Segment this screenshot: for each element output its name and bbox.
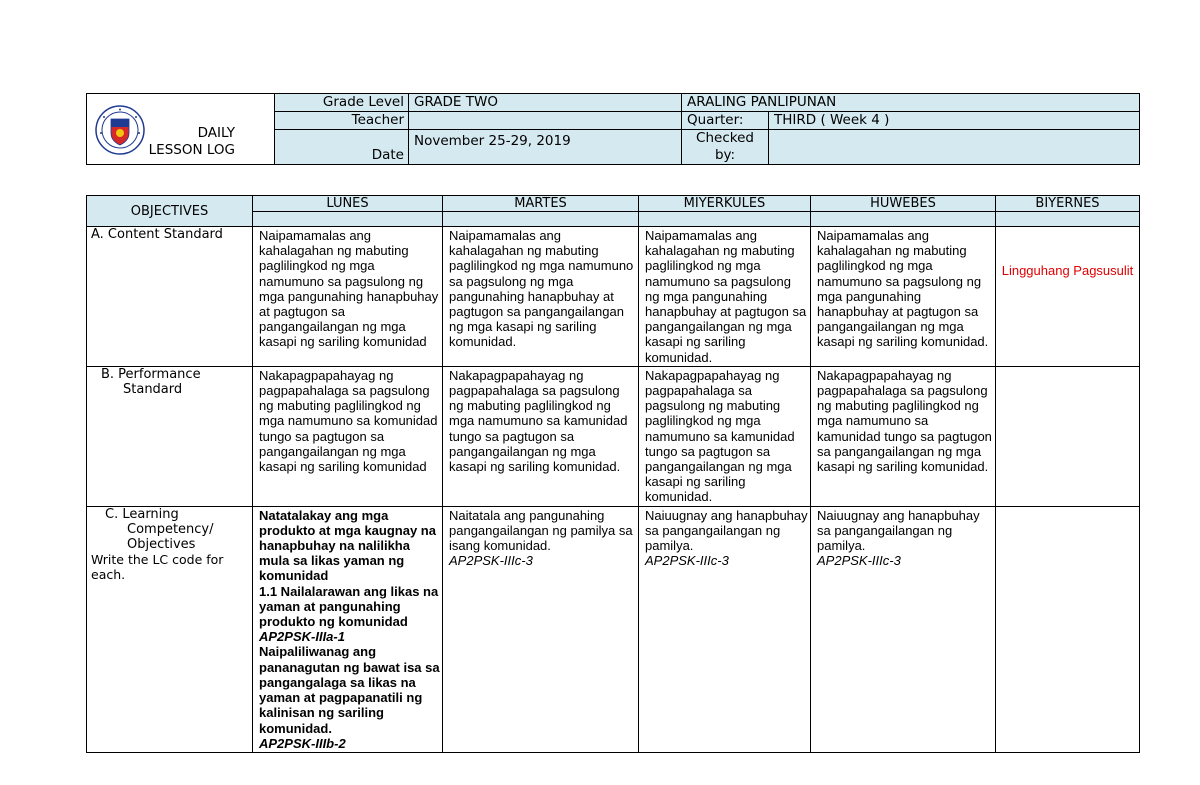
subject-value[interactable]: ARALING PANLIPUNAN	[682, 94, 1140, 112]
lc-martes-code: AP2PSK-IIIc-3	[449, 553, 533, 569]
checked-by-value[interactable]	[769, 130, 1140, 165]
row-label-content-standard: A. Content Standard	[87, 227, 253, 367]
performance-standard-biyernes[interactable]	[996, 366, 1140, 506]
performance-standard-huwebes[interactable]: Nakapagpapahayag ng pagpapahalaga sa pagsulong ng mabuting paglilingkod ng mga namumuno sa kamunidad tungo sa pagtugon sa pangangailangan ng mga kasapi ng sariling komunidad.	[811, 366, 996, 506]
lc-huwebes-text: Naiuugnay ang hanapbuhay sa pangangailangan ng pamilya.	[817, 507, 980, 554]
subheader-biyernes	[996, 212, 1140, 227]
objectives-header: OBJECTIVES	[87, 196, 253, 227]
title-daily: DAILY	[197, 125, 235, 141]
performance-standard-lunes[interactable]: Nakapagpapahayag ng pagpapahalaga sa pagsulong ng mabuting paglilingkod ng mga namumuno sa komunidad tungo sa pagtugon sa pangangailangan ng mga kasapi ng sariling komunidad	[253, 366, 443, 506]
logo-cell	[87, 94, 275, 165]
checked-label-line1: Checked	[696, 130, 754, 146]
lc-martes-text: Naitatala ang pangunahing pangangailangan ng pamilya sa isang komunidad.	[449, 507, 633, 554]
quarter-label: Quarter:	[682, 112, 769, 130]
subheader-martes	[443, 212, 639, 227]
date-label: Date	[275, 130, 409, 165]
performance-standard-martes[interactable]: Nakapagpapahayag ng pagpapahalaga sa pagsulong ng mabuting paglilingkod ng mga namumuno sa kamunidad tungo sa pagtugon sa pangangailangan ng mga kasapi ng sariling komunidad.	[443, 366, 639, 506]
lc-miyerkules-text: Naiuugnay ang hanapbuhay sa pangangailangan ng pamilya.	[645, 507, 808, 554]
checked-label-line2: by:	[714, 147, 736, 163]
date-value[interactable]: November 25-29, 2019	[409, 130, 682, 165]
lc-lunes-text-2: 1.1 Nailalarawan ang likas na yaman at pangunahing produkto ng komunidad	[259, 583, 439, 630]
title-lesson-log: LESSON LOG	[148, 142, 235, 158]
content-standard-miyerkules[interactable]: Naipamamalas ang kahalagahan ng mabuting paglilingkod ng mga namumuno sa pagsulong ng mga pangunahing hanapbuhay at pagtugon sa pangangailangan ng mga kasapi ng sariling komunidad.	[639, 227, 811, 367]
row-label-performance-standard	[87, 366, 253, 506]
day-header-huwebes: HUWEBES	[811, 196, 996, 212]
subheader-miyerkules	[639, 212, 811, 227]
lc-label-line3: Objectives	[127, 536, 196, 552]
lc-label-line2: Competency/	[127, 521, 214, 537]
performance-label-line1: B. Performance	[101, 366, 201, 382]
checked-by-label	[682, 130, 769, 165]
teacher-value[interactable]	[409, 112, 682, 130]
lc-huwebes-code: AP2PSK-IIIc-3	[817, 553, 901, 569]
lc-lunes-text-3: Naipaliliwanag ang pananagutan ng bawat isa sa pangangalaga sa likas na yaman at pagpapanatili ng kalinisan ng sariling komunidad.	[259, 644, 440, 736]
lc-note: Write the LC code for each.	[91, 551, 224, 582]
day-header-miyerkules: MIYERKULES	[639, 196, 811, 212]
learning-competency-lunes[interactable]	[253, 506, 443, 752]
learning-competency-miyerkules[interactable]	[639, 506, 811, 752]
content-standard-martes[interactable]: Naipamamalas ang kahalagahan ng mabuting paglilingkod ng mga namumuno sa pagsulong ng mga pangunahing hanapbuhay at pagtugon sa pangangailangan ng mga kasapi ng sariling komunidad.	[443, 227, 639, 367]
content-standard-biyernes[interactable]: Lingguhang Pagsusulit	[996, 227, 1140, 367]
performance-standard-miyerkules[interactable]: Nakapagpapahayag ng pagpapahalaga sa pagsulong ng mabuting paglilingkod ng mga namumuno sa kamunidad tungo sa pagtugon sa pangangailangan ng mga kasapi ng sariling komunidad.	[639, 366, 811, 506]
performance-label-line2: Standard	[123, 381, 183, 397]
day-header-lunes: LUNES	[253, 196, 443, 212]
day-header-martes: MARTES	[443, 196, 639, 212]
learning-competency-huwebes[interactable]	[811, 506, 996, 752]
lc-lunes-code-2: AP2PSK-IIIb-2	[259, 735, 346, 751]
row-label-learning-competency	[87, 506, 253, 752]
quarter-value[interactable]: THIRD ( Week 4 )	[769, 112, 1140, 130]
subheader-lunes	[253, 212, 443, 227]
lc-lunes-text-1: Natatalakay ang mga produkto at mga kaugnay na hanapbuhay na nalilikha mula sa likas yaman ng komunidad	[259, 507, 436, 584]
lc-miyerkules-code: AP2PSK-IIIc-3	[645, 553, 729, 569]
content-standard-lunes[interactable]: Naipamamalas ang kahalagahan ng mabuting paglilingkod ng mga namumuno sa pagsulong ng mga pangunahing hanapbuhay at pagtugon sa pangangailangan ng mga kasapi ng sariling komunidad	[253, 227, 443, 367]
lc-lunes-code-1: AP2PSK-IIIa-1	[259, 629, 345, 645]
lc-label-line1: C. Learning	[105, 506, 179, 522]
grade-level-value[interactable]: GRADE TWO	[409, 94, 682, 112]
subheader-huwebes	[811, 212, 996, 227]
content-standard-huwebes[interactable]: Naipamamalas ang kahalagahan ng mabuting paglilingkod ng mga namumuno sa pagsulong ng mga pangunahing hanapbuhay at pagtugon sa pangangailangan ng mga kasapi ng sariling komunidad.	[811, 227, 996, 367]
day-header-biyernes: BIYERNES	[996, 196, 1140, 212]
learning-competency-martes[interactable]	[443, 506, 639, 752]
learning-competency-biyernes[interactable]	[996, 506, 1140, 752]
grade-level-label: Grade Level	[275, 94, 409, 112]
teacher-label: Teacher	[275, 112, 409, 130]
header-table	[86, 93, 1140, 165]
daily-lesson-log-title	[109, 125, 235, 159]
lesson-log-table	[86, 195, 1140, 753]
